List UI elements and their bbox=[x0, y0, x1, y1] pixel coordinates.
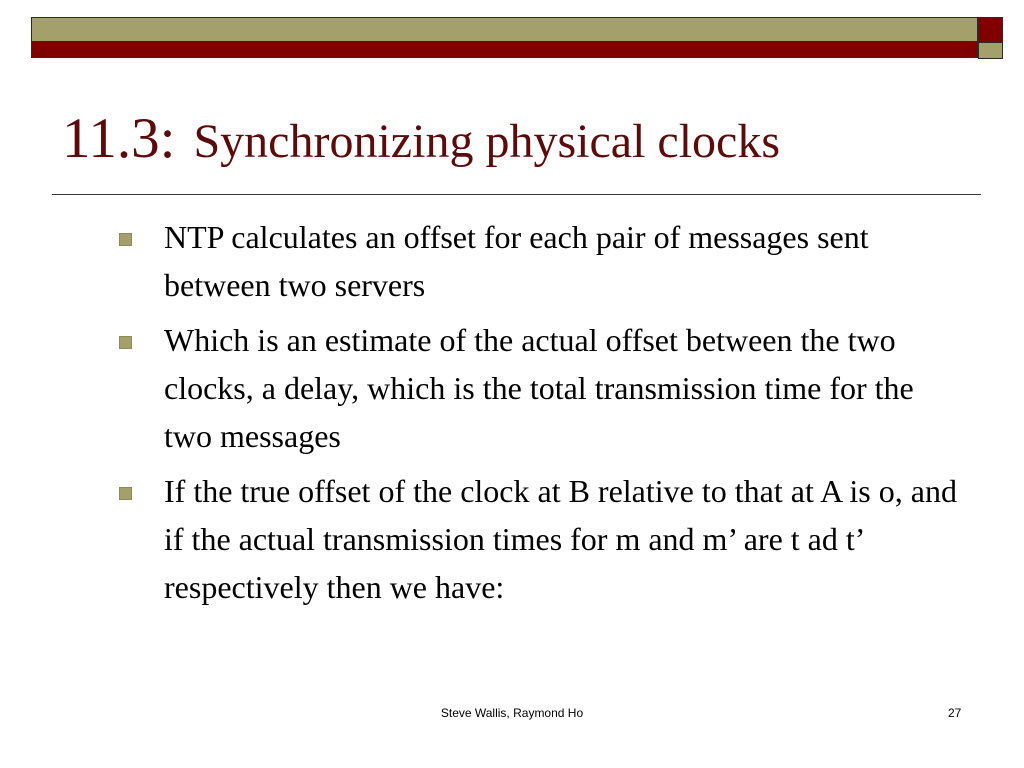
square-bullet-icon bbox=[119, 336, 132, 349]
square-bullet-icon bbox=[119, 233, 132, 246]
footer-credit: Steve Wallis, Raymond Ho bbox=[440, 706, 584, 720]
bullet-text: If the true offset of the clock at B relative to that at A is o, and if the actual transmission times for m and m’ are t ad t’ respectively then we have: bbox=[164, 473, 957, 605]
bullet-list bbox=[117, 213, 967, 618]
slide-title-number: 11.3: bbox=[62, 107, 176, 170]
header-corner-block-maroon bbox=[978, 17, 1003, 42]
header-corner-block-olive bbox=[978, 42, 1003, 59]
bullet-text: Which is an estimate of the actual offset between the two clocks, a delay, which is the total transmission time for the two messages bbox=[164, 322, 914, 454]
page-number: 27 bbox=[948, 706, 962, 720]
bullet-text: NTP calculates an offset for each pair of messages sent between two servers bbox=[164, 219, 869, 303]
square-bullet-icon bbox=[119, 487, 132, 500]
slide-title bbox=[62, 107, 781, 170]
bullet-item bbox=[117, 467, 967, 611]
title-divider bbox=[52, 194, 981, 195]
slide-title-text: Synchronizing physical clocks bbox=[193, 115, 781, 168]
bullet-item bbox=[117, 316, 967, 460]
header-band-olive-stripe bbox=[32, 18, 977, 42]
bullet-item bbox=[117, 213, 967, 309]
header-decorative-band bbox=[31, 17, 978, 58]
